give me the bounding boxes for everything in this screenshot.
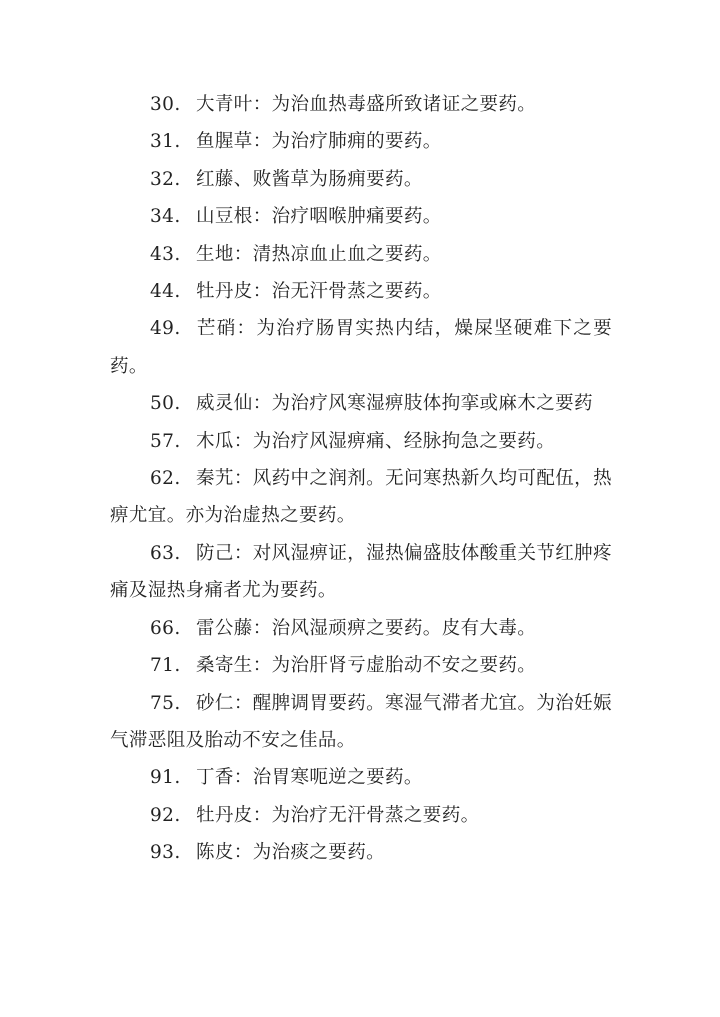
- entry-paragraph: [110, 161, 612, 198]
- entry-text: 陈皮：为治痰之要药。: [196, 842, 386, 864]
- entry-paragraph: [110, 385, 612, 422]
- entry-text: 雷公藤：治风湿顽痹之要药。皮有大毒。: [196, 617, 537, 639]
- entry-number: 49.: [150, 318, 181, 340]
- entry-number: 92.: [150, 804, 181, 826]
- entry-number: 63.: [150, 542, 181, 564]
- entry-paragraph: [110, 460, 612, 535]
- entry-paragraph: [110, 759, 612, 796]
- entry-text: 丁香：治胃寒呃逆之要药。: [196, 767, 423, 789]
- entry-text: 牡丹皮：为治疗无汗骨蒸之要药。: [196, 804, 480, 826]
- entry-paragraph: [110, 236, 612, 273]
- entry-number: 50.: [150, 393, 181, 415]
- entry-text: 生地：清热凉血止血之要药。: [196, 243, 442, 265]
- entry-paragraph: [110, 198, 612, 235]
- entry-number: 66.: [150, 617, 181, 639]
- entry-number: 30.: [150, 94, 181, 115]
- entry-number: 31.: [150, 131, 181, 153]
- entry-paragraph: [110, 310, 612, 385]
- entry-text: 牡丹皮：治无汗骨蒸之要药。: [196, 281, 442, 303]
- entry-number: 32.: [150, 168, 181, 190]
- entry-text: 大青叶：为治血热毒盛所致诸证之要药。: [196, 94, 537, 115]
- entry-number: 62.: [150, 468, 181, 490]
- entry-number: 93.: [150, 842, 181, 864]
- entry-number: 34.: [150, 206, 181, 228]
- entry-paragraph: [110, 797, 612, 834]
- entry-text: 木瓜：为治疗风湿痹痛、经脉拘急之要药。: [196, 430, 556, 452]
- entry-text: 红藤、败酱草为肠痈要药。: [196, 168, 423, 190]
- entry-number: 91.: [150, 767, 181, 789]
- entry-paragraph: [110, 423, 612, 460]
- entry-paragraph: [110, 610, 612, 647]
- entry-number: 71.: [150, 655, 181, 677]
- entry-text: 芒硝：为治疗肠胃实热内结，燥屎坚硬难下之要药。: [110, 318, 612, 377]
- entry-paragraph: [110, 685, 612, 760]
- entry-text: 防己：对风湿痹证，湿热偏盛肢体酸重关节红肿疼痛及湿热身痛者尤为要药。: [110, 542, 612, 602]
- entry-text: 砂仁：醒脾调胃要药。寒湿气滞者尤宜。为治妊娠气滞恶阻及胎动不安之佳品。: [110, 692, 612, 751]
- entry-paragraph: [110, 647, 612, 684]
- entry-text: 山豆根：治疗咽喉肿痛要药。: [196, 206, 442, 228]
- entry-paragraph: [110, 535, 612, 610]
- entry-paragraph: [110, 123, 612, 160]
- entry-number: 43.: [150, 243, 181, 265]
- entry-paragraph: [110, 834, 612, 871]
- entry-number: 75.: [150, 692, 181, 714]
- entry-number: 57.: [150, 430, 181, 452]
- entry-number: 44.: [150, 281, 181, 303]
- entry-text: 秦艽：风药中之润剂。无问寒热新久均可配伍，热痹尤宜。亦为治虚热之要药。: [110, 468, 612, 527]
- entry-text: 鱼腥草：为治疗肺痈的要药。: [196, 131, 442, 153]
- entry-paragraph: [110, 86, 612, 123]
- entry-text: 桑寄生：为治肝肾亏虚胎动不安之要药。: [196, 655, 537, 677]
- entry-text: 威灵仙：为治疗风寒湿痹肢体拘挛或麻木之要药: [196, 393, 593, 415]
- document-body: [110, 86, 612, 872]
- entry-paragraph: [110, 273, 612, 310]
